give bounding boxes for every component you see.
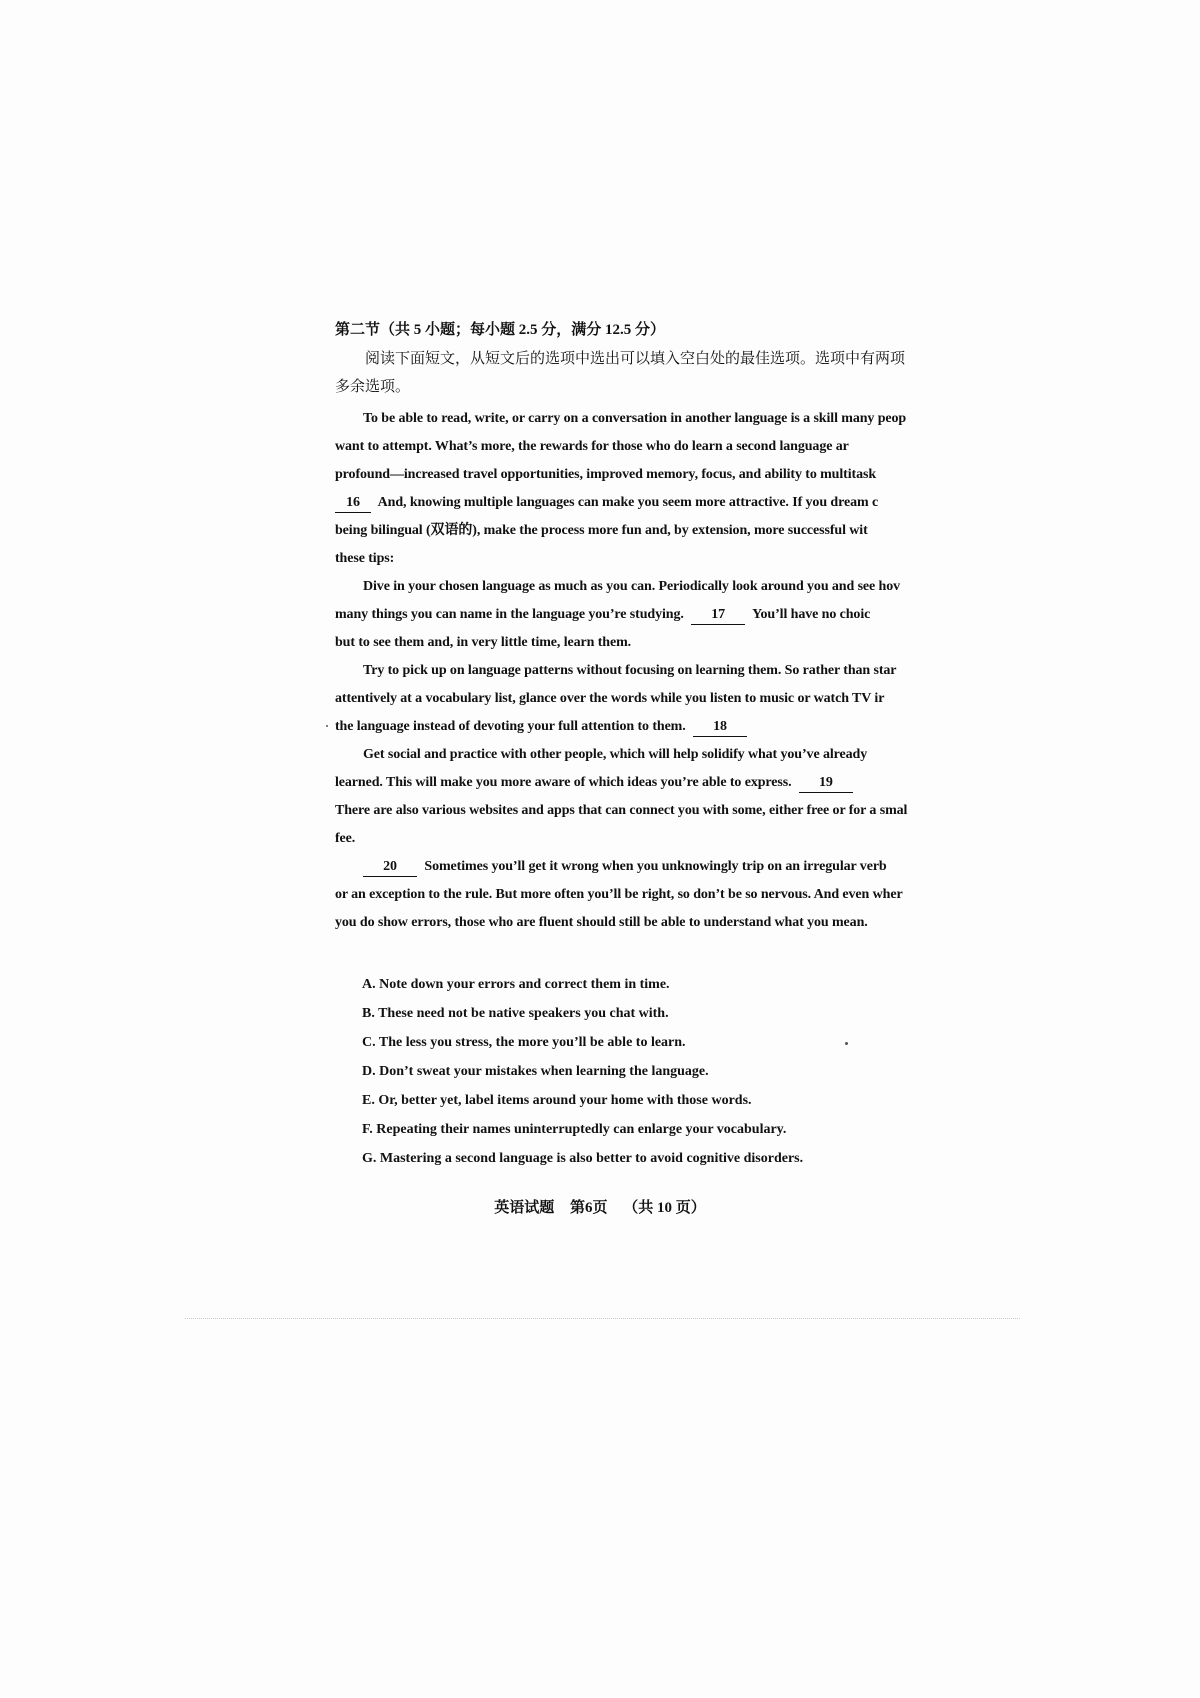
passage-line: but to see them and, in very little time, learn them. (335, 635, 632, 650)
passage-text: many things you can name in the language you’re studying. (335, 607, 684, 622)
passage-line: Get social and practice with other people, which will help solidify what you’ve already (363, 747, 868, 762)
passage-line (335, 601, 917, 629)
passage-line: being bilingual (双语的), make the process more fun and, by extension, more successful wit (335, 523, 868, 538)
passage-line (335, 853, 917, 881)
instruction-line-1: 阅读下面短文，从短文后的选项中选出可以填入空白处的最佳选项。选项中有两项 (365, 351, 906, 367)
answer-options (362, 970, 803, 1173)
passage-line (335, 489, 917, 517)
passage-line: There are also various websites and apps that can connect you with some, either free or for a smal (335, 803, 908, 818)
passage-text: Sometimes you’ll get it wrong when you unknowingly trip on an irregular verb (424, 859, 887, 874)
passage-line (335, 713, 917, 741)
blank-17: 17 (691, 606, 745, 625)
passage-line: Try to pick up on language patterns without focusing on learning them. So rather than star (363, 663, 897, 678)
blank-20: 20 (363, 858, 417, 877)
option-c: C. The less you stress, the more you’ll be able to learn. (362, 1035, 686, 1050)
passage-text: You’ll have no choic (752, 607, 871, 622)
passage-line: fee. (335, 831, 356, 846)
passage-line: attentively at a vocabulary list, glance over the words while you listen to music or watch TV ir (335, 691, 885, 706)
passage-line: or an exception to the rule. But more often you’ll be right, so don’t be so nervous. And even wher (335, 887, 903, 902)
page-footer (0, 1196, 1200, 1217)
scan-dotted-line (185, 1318, 1020, 1319)
passage-line: To be able to read, write, or carry on a conversation in another language is a skill many peop (363, 411, 907, 426)
option-d: D. Don’t sweat your mistakes when learning the language. (362, 1064, 709, 1079)
passage-text: the language instead of devoting your full attention to them. (335, 719, 686, 734)
scan-speck (845, 1042, 848, 1045)
passage-line: Dive in your chosen language as much as you can. Periodically look around you and see hov (363, 579, 901, 594)
passage-line: want to attempt. What’s more, the rewards for those who do learn a second language ar (335, 439, 849, 454)
passage-line (335, 769, 917, 797)
scan-speck (326, 725, 328, 727)
passage-line: you do show errors, those who are fluent should still be able to understand what you mean. (335, 915, 868, 930)
blank-16: 16 (335, 494, 371, 513)
option-f: F. Repeating their names uninterruptedly can enlarge your vocabulary. (362, 1122, 787, 1137)
footer-page-total: （共 10 页） (623, 1200, 706, 1216)
blank-18: 18 (693, 718, 747, 737)
passage-text: And, knowing multiple languages can make you seem more attractive. If you dream c (377, 495, 879, 510)
passage-line: these tips: (335, 551, 395, 566)
section-instruction (335, 345, 917, 401)
blank-19: 19 (799, 774, 853, 793)
section-title: 第二节（共 5 小题；每小题 2.5 分，满分 12.5 分） (335, 322, 666, 338)
option-g: G. Mastering a second language is also better to avoid cognitive disorders. (362, 1151, 804, 1166)
footer-subject: 英语试题 (494, 1200, 555, 1216)
option-b: B. These need not be native speakers you chat with. (362, 1006, 669, 1021)
reading-passage (335, 405, 917, 937)
footer-page-number: 第6页 (569, 1200, 608, 1216)
option-a: A. Note down your errors and correct them in time. (362, 977, 670, 992)
passage-line: profound—increased travel opportunities, improved memory, focus, and ability to multitask (335, 467, 877, 482)
passage-text: learned. This will make you more aware of which ideas you’re able to express. (335, 775, 792, 790)
instruction-line-2: 多余选项。 (335, 379, 411, 395)
option-e: E. Or, better yet, label items around your home with those words. (362, 1093, 752, 1108)
